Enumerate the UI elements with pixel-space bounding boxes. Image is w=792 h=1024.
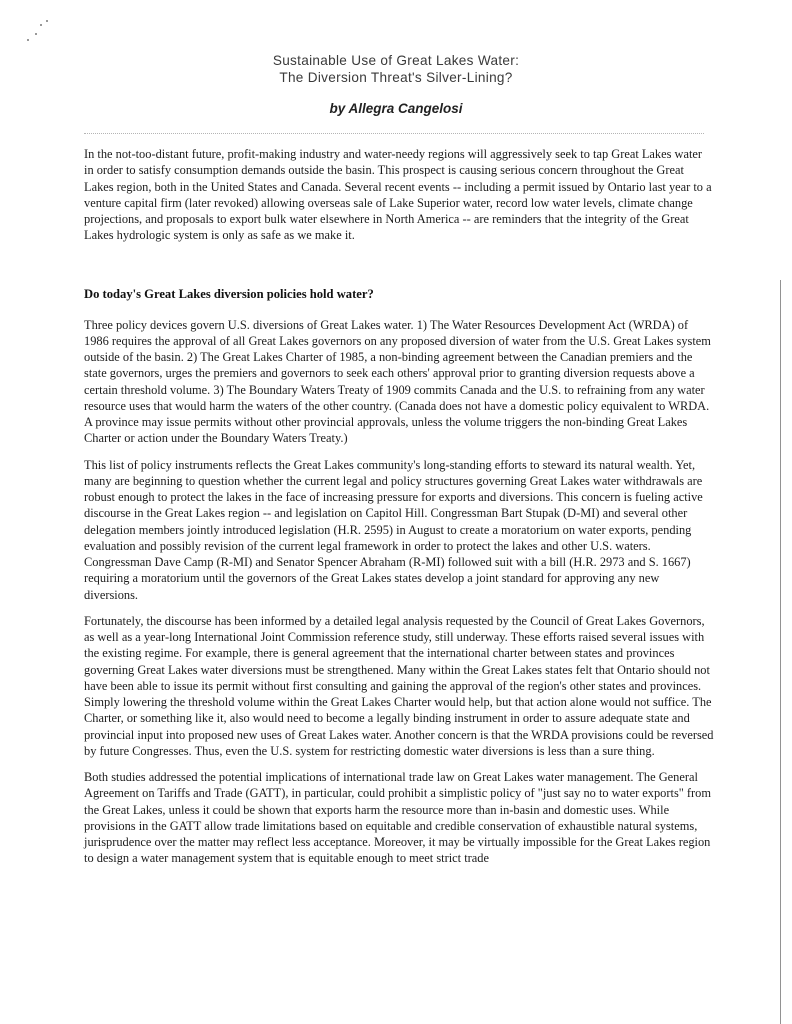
section-heading: Do today's Great Lakes diversion policies hold water?: [84, 286, 374, 301]
paragraph-trade-law: Both studies addressed the potential implications of international trade law on Great Lakes water management. The General Agreement on Tariffs and Trade (GATT), in particular, could prohibit a simplistic policy of "just say no to water exports" from the Great Lakes, unless it could be shown that exports harm the resource more than in-basin and domestic uses. While provisions in the GATT allow trade limitations based on equitable and credible conservation of exhaustible natural systems, jurisprudence over the matter may reflect less acceptance. Moreover, it may be virtually impossible for the Great Lakes region to design a water management system that is equitable enough to meet strict trade: [84, 770, 712, 866]
paragraph-policy-instruments: This list of policy instruments reflects the Great Lakes community's long-standing efforts to steward its natural wealth. Yet, many are beginning to question whether the current legal and policy structures governing Great Lakes water withdrawals are robust enough to protect the lakes in the face of increasing pressure for exports and diversions. This concern is fueling active discourse in the Great Lakes region -- and legislation on Capitol Hill. Congressman Bart Stupak (D-MI) and several other delegation members jointly introduced legislation (H.R. 2595) in August to create a moratorium on water exports, pending evaluation and possibly revision of the current legal framework in order to protect the lakes and other U.S. waters. Congressman Dave Camp (R-MI) and Senator Spencer Abraham (R-MI) followed suit with a bill (H.R. 2973 and S. 1667) requiring a moratorium until the governors of the Great Lakes states develop a joint standard for approving any new diversions.: [84, 457, 703, 602]
scan-specks: [26, 20, 51, 45]
paragraph-legal-analysis: Fortunately, the discourse has been informed by a detailed legal analysis requested by the Council of Great Lakes Governors, as well as a year-long International Joint Commission reference study, still underway. These efforts raised several issues with the existing regime. For example, there is general agreement that the international charter between states and provinces governing Great Lakes water diversions must be strengthened. Many within the Great Lakes states felt that Ontario should not have been able to issue its permit without first consulting and gaining the approval of the region's other states and provinces. Simply lowering the threshold volume within the Great Lakes Charter would help, but that action alone would not suffice. The Charter, or something like it, also would need to become a legally binding instrument in order to assure adequate state and provincial input into proposed new uses of Great Lakes water. Another concern is that the WRDA provisions could be reversed by future Congresses. Thus, even the U.S. system for restricting domestic water diversions is less than a sure thing.: [84, 613, 714, 758]
title-line-1: Sustainable Use of Great Lakes Water:: [272, 53, 520, 68]
title-line-2: The Diversion Threat's Silver-Lining?: [279, 70, 513, 85]
author-byline: by Allegra Cangelosi: [329, 101, 463, 116]
paragraph-policy-devices: Three policy devices govern U.S. diversions of Great Lakes water. 1) The Water Resources Development Act (WRDA) of 1986 requires the approval of all Great Lakes governors on any proposed diversion of water from the U.S. Great Lakes system outside of the basin. 2) The Great Lakes Charter of 1985, a non-binding agreement between the Canadian premiers and the state governors, urges the premiers and governors to seek each others' approval prior to granting diversion requests above a certain threshold volume. 3) The Boundary Waters Treaty of 1909 commits Canada and the U.S. to refraining from any water resource uses that would harm the waters of the other country. (Canada does not have a domestic policy equivalent to WRDA. A province may issue permits without other provincial approvals, unless the volume triggers the non-binding Great Lakes Charter or action under the Boundary Waters Treaty.): [84, 317, 711, 446]
title-block: [0, 52, 792, 116]
scanner-edge-line: [780, 280, 781, 1024]
article-body: [84, 146, 714, 877]
intro-paragraph: In the not-too-distant future, profit-making industry and water-needy regions will aggressively seek to tap Great Lakes water in order to satisfy consumption demands outside the basin. This prospect is causing serious concern throughout the Great Lakes region, both in the United States and Canada. Several recent events -- including a permit issued by Ontario last year to a venture capital firm (later revoked) allowing overseas sale of Lake Superior water, record low water levels, climate change projections, and proposals to export bulk water elsewhere in North America -- are reminders that the integrity of the Great Lakes hydrologic system is only as safe as we make it.: [84, 147, 712, 243]
header-divider: [84, 133, 704, 134]
